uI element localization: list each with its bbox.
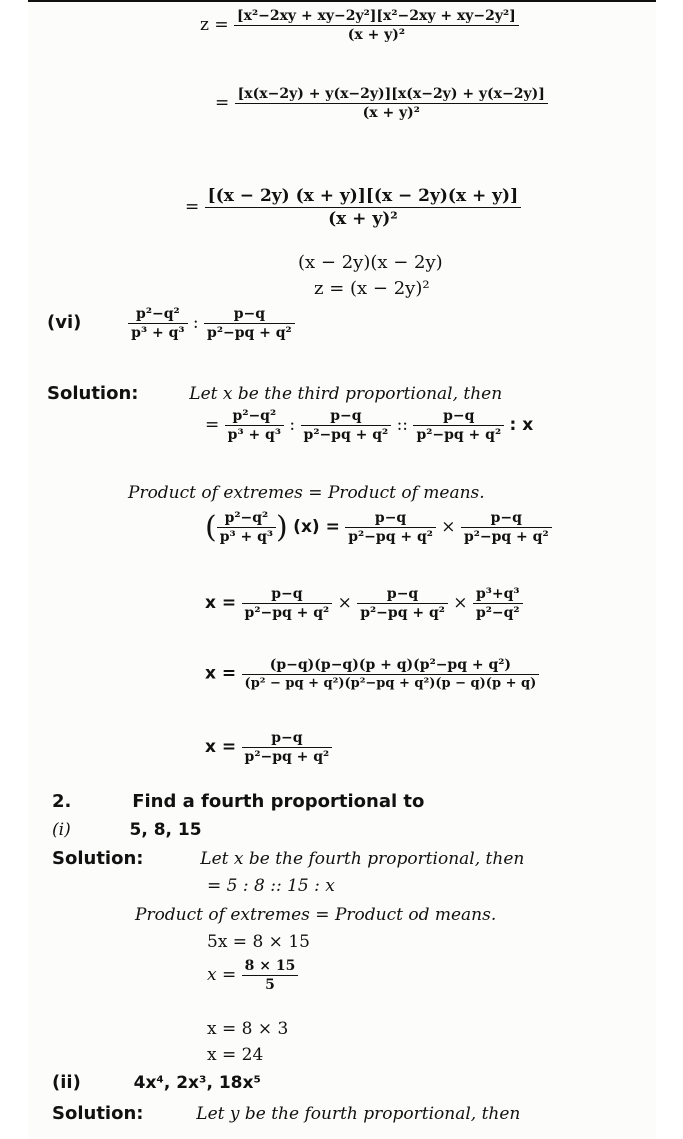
q2-ii-solution-row xyxy=(52,1103,520,1124)
frac-den: p²−pq + q² xyxy=(360,605,445,621)
step-1-fraction-a xyxy=(217,510,276,545)
frac-num: p−q xyxy=(413,408,504,426)
step-2-fraction-a xyxy=(242,586,333,621)
frac-num: p−q xyxy=(242,730,333,748)
z-num-2: [x(x−2y) + y(x−2y)][x(x−2y) + y(x−2y)] xyxy=(235,86,548,104)
z-eq-label: z = xyxy=(200,15,229,35)
ratio-colon: : xyxy=(289,415,296,435)
q2-heading xyxy=(52,791,424,812)
frac-den: p³ + q³ xyxy=(131,325,185,341)
step-2-row xyxy=(205,586,523,621)
q2-i-label: (i) xyxy=(52,820,71,840)
z-den-2: (x + y)² xyxy=(362,105,420,121)
solution-intro: Let x be the fourth proportional, then xyxy=(200,849,525,869)
z-fraction-1 xyxy=(234,8,519,43)
frac-num: p²−q² xyxy=(128,306,187,324)
part-vi-row xyxy=(47,306,295,341)
frac-num: p−q xyxy=(461,510,552,528)
part-vi-fraction-2 xyxy=(204,306,295,341)
step-1-fraction-b xyxy=(345,510,436,545)
frac-num: 8 × 15 xyxy=(242,958,299,976)
frac-den: p³ + q³ xyxy=(219,529,274,545)
frac-den: p²−pq + q² xyxy=(207,325,292,341)
z-fraction-3 xyxy=(205,186,521,229)
q2-ii-row xyxy=(52,1072,261,1093)
frac-den: p²−q² xyxy=(475,605,520,621)
eq-sign: = xyxy=(205,415,220,435)
z-den-1: (x + y)² xyxy=(347,27,406,43)
q2-ratio: = 5 : 8 :: 15 : x xyxy=(207,876,335,896)
ratio-fraction-1 xyxy=(225,408,284,443)
ratio-colon: : xyxy=(192,313,199,333)
part-vi-label: (vi) xyxy=(47,312,82,333)
x-eq: x = xyxy=(205,737,237,757)
frac-den: p²−pq + q² xyxy=(244,605,330,621)
frac-num: (p−q)(p−q)(p + q)(p²−pq + q²) xyxy=(242,657,540,675)
frac-den: p²−pq + q² xyxy=(463,529,549,545)
z-line-1 xyxy=(200,8,519,43)
q2-step-4: x = 24 xyxy=(207,1045,264,1065)
q2-solution-row xyxy=(52,848,524,869)
ratio-double-colon: :: xyxy=(396,415,409,435)
q2-step-1: 5x = 8 × 15 xyxy=(207,932,310,952)
q2-step-2 xyxy=(207,958,298,993)
ratio-end: : x xyxy=(509,415,534,435)
z-fraction-2 xyxy=(235,86,548,121)
x-eq: x = xyxy=(205,593,237,613)
q2-ii-values: 4x⁴, 2x³, 18x⁵ xyxy=(133,1073,261,1093)
q2-ii-label: (ii) xyxy=(52,1072,81,1093)
q2-i-row xyxy=(52,820,202,840)
q2-step-3: x = 8 × 3 xyxy=(207,1019,289,1039)
z-num-3: [(x − 2y) (x + y)][(x − 2y)(x + y)] xyxy=(205,186,521,208)
solution-vi-header xyxy=(47,383,502,404)
times-sign: × xyxy=(337,593,352,613)
solution-label: Solution: xyxy=(52,848,144,869)
times-sign: × xyxy=(441,517,456,537)
frac-den: p³ + q³ xyxy=(227,427,281,443)
frac-den: p²−pq + q² xyxy=(244,749,330,765)
q2-title: Find a fourth proportional to xyxy=(132,791,425,812)
page-scan xyxy=(28,0,656,1139)
frac-den: (p² − pq + q²)(p²−pq + q²)(p − q)(p + q) xyxy=(244,676,537,691)
frac-num: p−q xyxy=(357,586,448,604)
step-4-row xyxy=(205,730,332,765)
step-1-row xyxy=(205,510,552,545)
step-1-fraction-c xyxy=(461,510,552,545)
step-2-fraction-c xyxy=(473,586,523,621)
q2-product-rule: Product of extremes = Product od means. xyxy=(135,905,497,925)
q2-step-2-fraction xyxy=(242,958,299,993)
frac-num: p²−q² xyxy=(225,408,284,426)
ratio-row xyxy=(205,408,533,443)
ratio-fraction-2 xyxy=(301,408,392,443)
step-4-fraction xyxy=(242,730,333,765)
eq-sign: = xyxy=(185,197,200,217)
solution-intro: Let x be the third proportional, then xyxy=(189,384,503,404)
ratio-fraction-3 xyxy=(413,408,504,443)
step-2-fraction-b xyxy=(357,586,448,621)
step-3-fraction xyxy=(242,657,540,691)
step-1-x: (x) = xyxy=(293,517,340,537)
frac-den: 5 xyxy=(265,977,275,993)
step-3-row xyxy=(205,657,539,691)
frac-den: p²−pq + q² xyxy=(303,427,389,443)
frac-num: p−q xyxy=(345,510,436,528)
frac-num: p−q xyxy=(204,306,295,324)
q2-i-values: 5, 8, 15 xyxy=(129,820,202,840)
solution-intro: Let y be the fourth proportional, then xyxy=(196,1104,521,1124)
eq-sign: = xyxy=(215,93,230,113)
paren-close: ) xyxy=(276,510,288,545)
z-line-3 xyxy=(185,186,521,229)
x-eq: x = xyxy=(207,965,237,985)
part-vi-fraction-1 xyxy=(128,306,187,341)
frac-den: p²−pq + q² xyxy=(416,427,502,443)
frac-num: p−q xyxy=(301,408,392,426)
solution-label: Solution: xyxy=(52,1103,144,1124)
product-rule-1: Product of extremes = Product of means. xyxy=(128,483,485,503)
frac-num: p³+q³ xyxy=(473,586,523,604)
times-sign: × xyxy=(453,593,468,613)
frac-num: p−q xyxy=(242,586,333,604)
x-eq: x = xyxy=(205,663,237,684)
z-den-3: (x + y)² xyxy=(328,209,398,229)
frac-den: p²−pq + q² xyxy=(348,529,433,545)
q2-number: 2. xyxy=(52,791,72,812)
z-num-1: [x²−2xy + xy−2y²][x²−2xy + xy−2y²] xyxy=(234,8,519,26)
solution-label: Solution: xyxy=(47,383,139,404)
z-line-5: z = (x − 2y)² xyxy=(314,278,430,299)
z-line-2 xyxy=(215,86,548,121)
paren-open: ( xyxy=(205,510,217,545)
frac-num: p²−q² xyxy=(217,510,276,528)
z-line-4: (x − 2y)(x − 2y) xyxy=(298,252,443,273)
top-rule xyxy=(28,0,656,2)
